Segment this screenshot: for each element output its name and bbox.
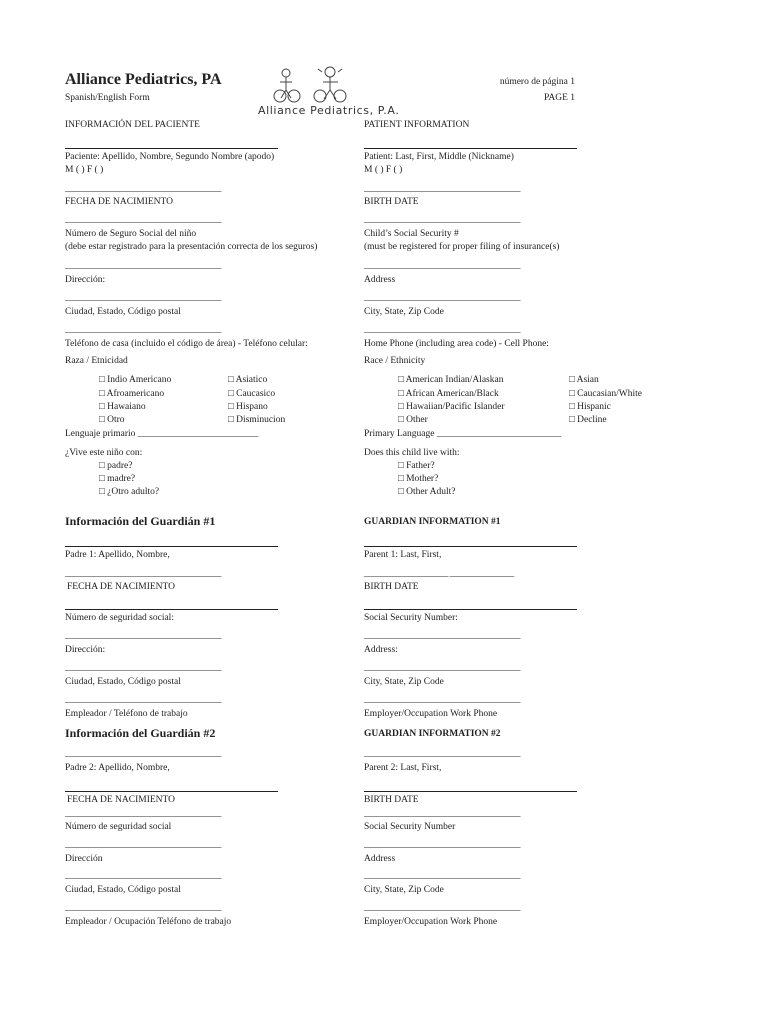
page-number-es: número de página 1 <box>499 77 575 87</box>
patient-title-es: INFORMACIÓN DEL PACIENTE <box>65 120 200 130</box>
guardian2-employer-blank-en[interactable]: _______________________________________ <box>364 902 520 912</box>
logo-text <box>258 104 399 117</box>
guardian2-ssn-label-es: Número de seguridad social <box>65 822 172 832</box>
language-label-en <box>364 428 561 440</box>
patient-title-en: PATIENT INFORMATION <box>364 120 470 130</box>
lives-with-option-es[interactable]: □ padre? <box>99 461 133 471</box>
patient-sex-en[interactable]: M ( ) F ( ) <box>364 165 403 175</box>
lives-with-option-en[interactable]: □ Other Adult? <box>398 487 456 497</box>
guardian1-employer-label-en: Employer/Occupation Work Phone <box>364 709 498 719</box>
form-title: Alliance Pediatrics, PA <box>65 71 222 88</box>
guardian2-name-blank-es[interactable]: _______________________________________ <box>65 748 221 758</box>
patient-name-label-en: Patient: Last, First, Middle (Nickname) <box>364 152 514 162</box>
guardian2-ssn-blank-es[interactable]: _______________________________________ <box>65 808 221 818</box>
patient-ssn-note-es: (debe estar registrado para la presentación correcta de los seguros) <box>65 242 318 252</box>
language-blank-en[interactable]: _______________________________ <box>436 428 561 438</box>
race-option-en[interactable]: □ Decline <box>569 415 607 425</box>
guardian1-employer-label-es: Empleador / Teléfono de trabajo <box>65 709 188 719</box>
patient-ssn-label-en: Child’s Social Security # <box>364 229 459 239</box>
patient-city-blank-es[interactable]: _______________________________________ <box>65 292 221 302</box>
guardian2-employer-blank-es[interactable]: _______________________________________ <box>65 902 221 912</box>
patient-city-label-en: City, State, Zip Code <box>364 307 444 317</box>
patient-ssn-note-en: (must be registered for proper filing of insurance(s) <box>364 242 560 252</box>
lives-with-label-es: ¿Vive este niño con: <box>65 448 143 458</box>
guardian1-name-line-es[interactable] <box>65 546 278 547</box>
form-subtitle: Spanish/English Form <box>65 93 150 103</box>
guardian2-title-es: Información del Guardián #2 <box>65 726 216 740</box>
race-option-en[interactable]: □ American Indian/Alaskan <box>398 375 504 385</box>
guardian1-ssn-line-es[interactable] <box>65 609 278 610</box>
patient-city-label-es: Ciudad, Estado, Código postal <box>65 307 181 317</box>
patient-sex-es[interactable]: M ( ) F ( ) <box>65 165 104 175</box>
patient-dob-label-en: BIRTH DATE <box>364 197 419 207</box>
guardian1-dob-blank-es[interactable]: _______________________________________ <box>65 568 221 578</box>
race-option-en[interactable]: □ Asian <box>569 375 599 385</box>
lives-with-option-en[interactable]: □ Father? <box>398 461 435 471</box>
guardian2-name-label-en: Parent 2: Last, First, <box>364 763 442 773</box>
lives-with-option-en[interactable]: □ Mother? <box>398 474 439 484</box>
patient-ssn-blank-es[interactable]: _______________________________________ <box>65 214 221 224</box>
guardian2-address-blank-en[interactable]: _______________________________________ <box>364 839 520 849</box>
lives-with-option-es[interactable]: □ ¿Otro adulto? <box>99 487 160 497</box>
race-option-es[interactable]: □ Afroamericano <box>99 389 165 399</box>
patient-address-label-es: Dirección: <box>65 275 106 285</box>
patient-phone-blank-en[interactable]: _______________________________________ <box>364 324 520 334</box>
race-option-es[interactable]: □ Indio Americano <box>99 375 172 385</box>
guardian2-address-label-en: Address <box>364 854 396 864</box>
lives-with-option-es[interactable]: □ madre? <box>99 474 136 484</box>
race-option-es[interactable]: □ Asiatico <box>228 375 268 385</box>
guardian1-city-blank-en[interactable]: _______________________________________ <box>364 662 520 672</box>
patient-phone-label-es: Teléfono de casa (incluido el código de área) - Teléfono celular: <box>65 339 308 349</box>
guardian2-name-blank-en[interactable]: _______________________________________ <box>364 748 520 758</box>
guardian1-dob-label-en: BIRTH DATE <box>364 582 419 592</box>
guardian1-name-label-es: Padre 1: Apellido, Nombre, <box>65 550 170 560</box>
guardian1-city-label-es: Ciudad, Estado, Código postal <box>65 677 181 687</box>
guardian2-city-blank-en[interactable]: _______________________________________ <box>364 870 520 880</box>
guardian1-title-en: GUARDIAN INFORMATION #1 <box>364 517 501 527</box>
patient-ssn-label-es: Número de Seguro Social del niño <box>65 229 197 239</box>
guardian1-address-label-es: Dirección: <box>65 645 106 655</box>
guardian2-name-label-es: Padre 2: Apellido, Nombre, <box>65 763 170 773</box>
guardian1-ssn-label-en: Social Security Number: <box>364 613 458 623</box>
guardian2-dob-line-es[interactable] <box>65 791 278 792</box>
lives-with-label-en: Does this child live with: <box>364 448 460 458</box>
guardian1-ssn-line-en[interactable] <box>364 609 577 610</box>
guardian2-city-label-en: City, State, Zip Code <box>364 885 444 895</box>
patient-address-blank-es[interactable]: _______________________________________ <box>65 260 221 270</box>
logo-text-label: Alliance Pediatrics, P.A. <box>258 104 400 117</box>
guardian2-dob-label-en: BIRTH DATE <box>364 795 419 805</box>
language-label-es-text: Lenguaje primario <box>65 429 136 439</box>
patient-phone-label-en: Home Phone (including area code) - Cell Phone: <box>364 339 549 349</box>
patient-ssn-blank-en[interactable]: _______________________________________ <box>364 214 520 224</box>
guardian1-employer-blank-es[interactable]: _______________________________________ <box>65 694 221 704</box>
patient-name-label-es: Paciente: Apellido, Nombre, Segundo Nombre (apodo) <box>65 152 275 162</box>
guardian2-ssn-blank-en[interactable]: _______________________________________ <box>364 808 520 818</box>
guardian2-dob-line-en[interactable] <box>364 791 577 792</box>
guardian2-city-blank-es[interactable]: _______________________________________ <box>65 870 221 880</box>
language-label-es <box>65 428 258 440</box>
guardian2-address-blank-es[interactable]: _______________________________________ <box>65 839 221 849</box>
guardian1-ssn-label-es: Número de seguridad social: <box>65 613 174 623</box>
patient-address-label-en: Address <box>364 275 396 285</box>
patient-city-blank-en[interactable]: _______________________________________ <box>364 292 520 302</box>
guardian1-address-label-en: Address: <box>364 645 398 655</box>
guardian2-address-label-es: Dirección <box>65 854 103 864</box>
patient-race-label-es: Raza / Etnicidad <box>65 356 128 366</box>
race-option-es[interactable]: □ Hawaiano <box>99 402 146 412</box>
patient-dob-label-es: FECHA DE NACIMIENTO <box>65 197 174 207</box>
race-option-en[interactable]: □ Caucasian/White <box>569 389 643 399</box>
race-option-es[interactable]: □ Otro <box>99 415 125 425</box>
guardian1-city-label-en: City, State, Zip Code <box>364 677 444 687</box>
language-blank-es[interactable]: ______________________________ <box>137 428 258 438</box>
guardian1-address-blank-es[interactable]: _______________________________________ <box>65 630 221 640</box>
guardian1-name-line-en[interactable] <box>364 546 577 547</box>
patient-phone-blank-es[interactable]: _______________________________________ <box>65 324 221 334</box>
race-option-es[interactable]: □ Disminucion <box>228 415 286 425</box>
guardian2-dob-label-es: FECHA DE NACIMIENTO <box>67 795 176 805</box>
guardian2-city-label-es: Ciudad, Estado, Código postal <box>65 885 181 895</box>
patient-name-line-en[interactable] <box>364 148 577 149</box>
patient-race-label-en: Race / Ethnicity <box>364 356 426 366</box>
patient-dob-blank-en[interactable]: _______________________________________ <box>364 183 520 193</box>
guardian2-ssn-label-en: Social Security Number <box>364 822 456 832</box>
guardian1-employer-blank-en[interactable]: _______________________________________ <box>364 694 520 704</box>
guardian1-dob-blank-en[interactable]: _____________________ ________________ <box>364 568 514 578</box>
guardian2-employer-label-es: Empleador / Ocupación Teléfono de trabajo <box>65 917 232 927</box>
race-option-en[interactable]: □ Hispanic <box>569 402 611 412</box>
race-option-en[interactable]: □ Other <box>398 415 428 425</box>
page-number-en: PAGE 1 <box>543 93 575 103</box>
guardian1-city-blank-es[interactable]: _______________________________________ <box>65 662 221 672</box>
race-option-es[interactable]: □ Caucasico <box>228 389 276 399</box>
guardian2-title-en: GUARDIAN INFORMATION #2 <box>364 729 501 739</box>
race-option-en[interactable]: □ African American/Black <box>398 389 499 399</box>
race-option-es[interactable]: □ Hispano <box>228 402 268 412</box>
race-option-en[interactable]: □ Hawaiian/Pacific Islander <box>398 402 505 412</box>
guardian1-address-blank-en[interactable]: _______________________________________ <box>364 630 520 640</box>
patient-address-blank-en[interactable]: _______________________________________ <box>364 260 520 270</box>
patient-name-line-es[interactable] <box>65 148 278 149</box>
guardian1-title-es: Información del Guardián #1 <box>65 514 216 528</box>
language-label-en-text: Primary Language <box>364 429 435 439</box>
guardian1-dob-label-es: FECHA DE NACIMIENTO <box>67 582 176 592</box>
patient-dob-blank-es[interactable]: _______________________________________ <box>65 183 221 193</box>
guardian1-name-label-en: Parent 1: Last, First, <box>364 550 442 560</box>
guardian2-employer-label-en: Employer/Occupation Work Phone <box>364 917 498 927</box>
